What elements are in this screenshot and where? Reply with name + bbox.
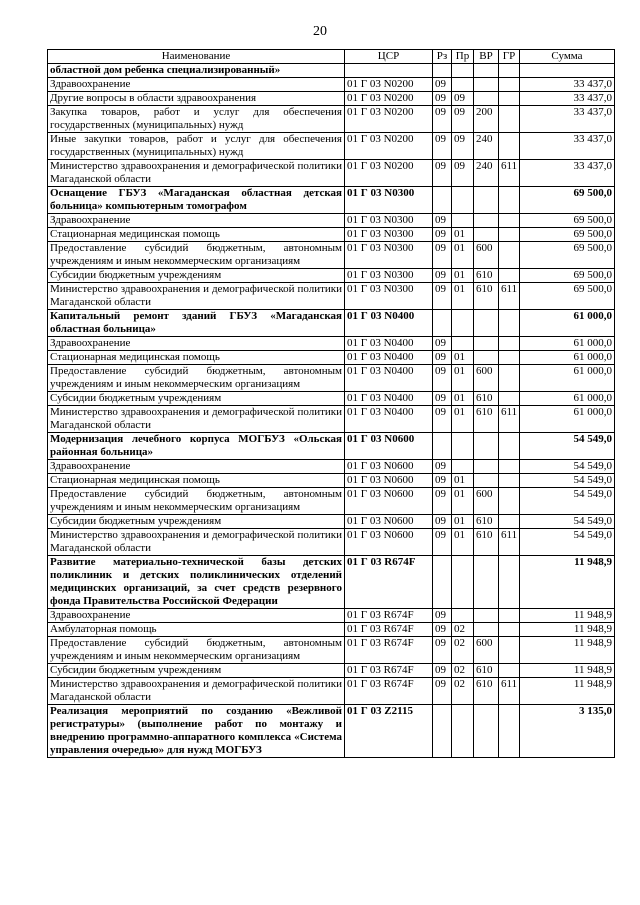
row-sum: 54 549,0 bbox=[520, 460, 615, 474]
row-gr bbox=[499, 310, 520, 337]
row-pr: 01 bbox=[452, 269, 474, 283]
table-row bbox=[48, 228, 615, 242]
row-csr: 01 Г 03 N0600 bbox=[345, 515, 433, 529]
table-row bbox=[48, 214, 615, 228]
row-name: Стационарная медицинская помощь bbox=[48, 474, 345, 488]
row-csr: 01 Г 03 N0300 bbox=[345, 269, 433, 283]
row-gr bbox=[499, 133, 520, 160]
row-pr: 01 bbox=[452, 488, 474, 515]
row-gr bbox=[499, 106, 520, 133]
row-gr bbox=[499, 609, 520, 623]
row-csr: 01 Г 03 N0400 bbox=[345, 406, 433, 433]
row-name: Субсидии бюджетным учреждениям bbox=[48, 392, 345, 406]
row-pr: 09 bbox=[452, 106, 474, 133]
row-name: Стационарная медицинская помощь bbox=[48, 351, 345, 365]
row-sum: 33 437,0 bbox=[520, 106, 615, 133]
row-sum: 69 500,0 bbox=[520, 214, 615, 228]
row-sum: 33 437,0 bbox=[520, 160, 615, 187]
row-gr bbox=[499, 337, 520, 351]
table-row bbox=[48, 365, 615, 392]
table-row bbox=[48, 106, 615, 133]
row-rz bbox=[433, 64, 452, 78]
row-gr bbox=[499, 488, 520, 515]
row-sum: 61 000,0 bbox=[520, 337, 615, 351]
row-gr: 611 bbox=[499, 406, 520, 433]
row-vr: 610 bbox=[474, 664, 499, 678]
table-row bbox=[48, 406, 615, 433]
table-row bbox=[48, 474, 615, 488]
row-gr: 611 bbox=[499, 160, 520, 187]
row-name: Иные закупки товаров, работ и услуг для обеспечения государственных (муниципальных) нужд bbox=[48, 133, 345, 160]
row-rz: 09 bbox=[433, 78, 452, 92]
row-pr: 09 bbox=[452, 160, 474, 187]
header-csr: ЦСР bbox=[345, 50, 433, 64]
row-pr bbox=[452, 556, 474, 609]
row-vr: 610 bbox=[474, 392, 499, 406]
table-row bbox=[48, 242, 615, 269]
table-row-section bbox=[48, 433, 615, 460]
row-pr: 01 bbox=[452, 515, 474, 529]
row-csr: 01 Г 03 N0400 bbox=[345, 310, 433, 337]
row-vr: 610 bbox=[474, 529, 499, 556]
row-sum: 33 437,0 bbox=[520, 133, 615, 160]
row-csr: 01 Г 03 N0600 bbox=[345, 529, 433, 556]
row-pr bbox=[452, 187, 474, 214]
row-pr bbox=[452, 78, 474, 92]
budget-table bbox=[47, 49, 615, 758]
row-vr: 610 bbox=[474, 269, 499, 283]
row-name: Субсидии бюджетным учреждениям bbox=[48, 664, 345, 678]
table-row-section bbox=[48, 310, 615, 337]
row-rz: 09 bbox=[433, 337, 452, 351]
row-gr bbox=[499, 214, 520, 228]
row-pr bbox=[452, 310, 474, 337]
row-gr bbox=[499, 78, 520, 92]
row-gr bbox=[499, 187, 520, 214]
row-sum: 69 500,0 bbox=[520, 187, 615, 214]
row-rz: 09 bbox=[433, 283, 452, 310]
row-name: Оснащение ГБУЗ «Магаданская областная детская больница» компьютерным томографом bbox=[48, 187, 345, 214]
table-row bbox=[48, 515, 615, 529]
row-name: Другие вопросы в области здравоохранения bbox=[48, 92, 345, 106]
row-vr bbox=[474, 187, 499, 214]
table-body bbox=[48, 64, 615, 758]
row-gr bbox=[499, 664, 520, 678]
row-vr bbox=[474, 337, 499, 351]
page-number: 20 bbox=[313, 24, 327, 39]
row-gr: 611 bbox=[499, 678, 520, 705]
row-vr: 200 bbox=[474, 106, 499, 133]
row-sum: 54 549,0 bbox=[520, 488, 615, 515]
row-sum: 11 948,9 bbox=[520, 609, 615, 623]
table-row-section bbox=[48, 64, 615, 78]
row-vr bbox=[474, 433, 499, 460]
row-name: Министерство здравоохранения и демографической политики Магаданской области bbox=[48, 283, 345, 310]
row-vr: 600 bbox=[474, 242, 499, 269]
row-name: Модернизация лечебного корпуса МОГБУЗ «Ольская районная больница» bbox=[48, 433, 345, 460]
row-rz: 09 bbox=[433, 92, 452, 106]
row-name: Закупка товаров, работ и услуг для обеспечения государственных (муниципальных) нужд bbox=[48, 106, 345, 133]
row-pr: 02 bbox=[452, 623, 474, 637]
row-csr bbox=[345, 64, 433, 78]
row-sum: 3 135,0 bbox=[520, 705, 615, 758]
row-csr: 01 Г 03 N0600 bbox=[345, 460, 433, 474]
row-pr bbox=[452, 609, 474, 623]
table-row bbox=[48, 78, 615, 92]
row-name: Субсидии бюджетным учреждениям bbox=[48, 515, 345, 529]
row-gr: 611 bbox=[499, 529, 520, 556]
table-row-section bbox=[48, 187, 615, 214]
row-vr bbox=[474, 460, 499, 474]
row-gr bbox=[499, 392, 520, 406]
row-vr: 610 bbox=[474, 678, 499, 705]
row-rz: 09 bbox=[433, 106, 452, 133]
row-sum: 61 000,0 bbox=[520, 351, 615, 365]
row-pr bbox=[452, 214, 474, 228]
row-rz: 09 bbox=[433, 269, 452, 283]
row-name: Реализация мероприятий по созданию «Вежливой регистратуры» (выполнение работ по монтажу и внедрению программно-аппаратного комплекса «Система управления очередью» для нужд МОГБУЗ bbox=[48, 705, 345, 758]
table-row bbox=[48, 133, 615, 160]
row-name: Предоставление субсидий бюджетным, автономным учреждениям и иным некоммерческим организациям bbox=[48, 637, 345, 664]
row-gr bbox=[499, 64, 520, 78]
row-pr bbox=[452, 337, 474, 351]
row-sum: 69 500,0 bbox=[520, 269, 615, 283]
row-pr: 01 bbox=[452, 365, 474, 392]
row-sum: 61 000,0 bbox=[520, 365, 615, 392]
row-csr: 01 Г 03 N0200 bbox=[345, 92, 433, 106]
row-rz: 09 bbox=[433, 351, 452, 365]
row-sum: 11 948,9 bbox=[520, 678, 615, 705]
row-rz: 09 bbox=[433, 637, 452, 664]
table-row bbox=[48, 283, 615, 310]
row-sum: 61 000,0 bbox=[520, 392, 615, 406]
row-csr: 01 Г 03 N0300 bbox=[345, 228, 433, 242]
row-vr bbox=[474, 623, 499, 637]
row-vr bbox=[474, 474, 499, 488]
row-rz bbox=[433, 310, 452, 337]
row-csr: 01 Г 03 N0600 bbox=[345, 433, 433, 460]
row-vr: 600 bbox=[474, 488, 499, 515]
table-row bbox=[48, 160, 615, 187]
row-pr: 01 bbox=[452, 228, 474, 242]
row-rz bbox=[433, 705, 452, 758]
row-vr: 610 bbox=[474, 406, 499, 433]
table-row bbox=[48, 664, 615, 678]
row-rz: 09 bbox=[433, 529, 452, 556]
row-name: Министерство здравоохранения и демографической политики Магаданской области bbox=[48, 529, 345, 556]
row-vr bbox=[474, 214, 499, 228]
row-csr: 01 Г 03 R674F bbox=[345, 678, 433, 705]
row-vr bbox=[474, 310, 499, 337]
row-vr: 600 bbox=[474, 365, 499, 392]
header-gr: ГР bbox=[499, 50, 520, 64]
row-pr: 09 bbox=[452, 133, 474, 160]
row-name: Здравоохранение bbox=[48, 460, 345, 474]
row-csr: 01 Г 03 N0600 bbox=[345, 474, 433, 488]
row-csr: 01 Г 03 N0300 bbox=[345, 283, 433, 310]
table-row-section bbox=[48, 705, 615, 758]
row-sum: 69 500,0 bbox=[520, 228, 615, 242]
row-rz: 09 bbox=[433, 214, 452, 228]
row-csr: 01 Г 03 N0400 bbox=[345, 351, 433, 365]
row-rz bbox=[433, 187, 452, 214]
row-vr bbox=[474, 78, 499, 92]
row-csr: 01 Г 03 N0300 bbox=[345, 242, 433, 269]
row-pr bbox=[452, 433, 474, 460]
row-sum: 33 437,0 bbox=[520, 92, 615, 106]
row-sum: 69 500,0 bbox=[520, 242, 615, 269]
table-row bbox=[48, 351, 615, 365]
row-name: Капитальный ремонт зданий ГБУЗ «Магаданская областная больница» bbox=[48, 310, 345, 337]
row-gr bbox=[499, 242, 520, 269]
table-row bbox=[48, 678, 615, 705]
row-gr bbox=[499, 269, 520, 283]
row-sum: 11 948,9 bbox=[520, 637, 615, 664]
row-gr bbox=[499, 351, 520, 365]
table-row bbox=[48, 529, 615, 556]
row-pr bbox=[452, 460, 474, 474]
table-row bbox=[48, 623, 615, 637]
row-sum: 61 000,0 bbox=[520, 310, 615, 337]
row-pr: 01 bbox=[452, 283, 474, 310]
row-sum: 61 000,0 bbox=[520, 406, 615, 433]
row-name: Предоставление субсидий бюджетным, автономным учреждениям и иным некоммерческим организациям bbox=[48, 242, 345, 269]
row-csr: 01 Г 03 N0400 bbox=[345, 365, 433, 392]
row-gr bbox=[499, 474, 520, 488]
row-name: Министерство здравоохранения и демографической политики Магаданской области bbox=[48, 160, 345, 187]
row-csr: 01 Г 03 N0400 bbox=[345, 337, 433, 351]
table-row bbox=[48, 609, 615, 623]
row-csr: 01 Г 03 N0400 bbox=[345, 392, 433, 406]
row-rz: 09 bbox=[433, 678, 452, 705]
row-pr: 01 bbox=[452, 529, 474, 556]
row-pr: 02 bbox=[452, 678, 474, 705]
row-gr bbox=[499, 460, 520, 474]
row-rz: 09 bbox=[433, 392, 452, 406]
row-pr: 01 bbox=[452, 392, 474, 406]
row-vr: 610 bbox=[474, 283, 499, 310]
header-pr: Пр bbox=[452, 50, 474, 64]
row-name: Стационарная медицинская помощь bbox=[48, 228, 345, 242]
row-csr: 01 Г 03 R674F bbox=[345, 637, 433, 664]
row-vr bbox=[474, 705, 499, 758]
table-row-section bbox=[48, 556, 615, 609]
row-sum: 54 549,0 bbox=[520, 529, 615, 556]
row-csr: 01 Г 03 R674F bbox=[345, 609, 433, 623]
row-sum: 54 549,0 bbox=[520, 474, 615, 488]
row-rz: 09 bbox=[433, 160, 452, 187]
row-rz: 09 bbox=[433, 664, 452, 678]
row-name: Субсидии бюджетным учреждениям bbox=[48, 269, 345, 283]
header-vr: ВР bbox=[474, 50, 499, 64]
row-gr bbox=[499, 515, 520, 529]
row-vr: 600 bbox=[474, 637, 499, 664]
row-pr: 01 bbox=[452, 406, 474, 433]
row-vr bbox=[474, 92, 499, 106]
row-csr: 01 Г 03 R674F bbox=[345, 556, 433, 609]
table-row bbox=[48, 92, 615, 106]
row-rz: 09 bbox=[433, 406, 452, 433]
row-sum: 33 437,0 bbox=[520, 78, 615, 92]
row-pr: 01 bbox=[452, 474, 474, 488]
table-row bbox=[48, 392, 615, 406]
row-csr: 01 Г 03 N0200 bbox=[345, 160, 433, 187]
table-row bbox=[48, 337, 615, 351]
row-name: Здравоохранение bbox=[48, 337, 345, 351]
row-gr bbox=[499, 92, 520, 106]
row-gr bbox=[499, 556, 520, 609]
row-sum: 11 948,9 bbox=[520, 556, 615, 609]
row-rz bbox=[433, 556, 452, 609]
row-gr bbox=[499, 365, 520, 392]
row-gr bbox=[499, 623, 520, 637]
row-rz: 09 bbox=[433, 228, 452, 242]
row-rz: 09 bbox=[433, 609, 452, 623]
row-sum: 69 500,0 bbox=[520, 283, 615, 310]
row-sum: 54 549,0 bbox=[520, 433, 615, 460]
row-rz: 09 bbox=[433, 515, 452, 529]
row-csr: 01 Г 03 N0200 bbox=[345, 133, 433, 160]
row-pr: 02 bbox=[452, 664, 474, 678]
row-sum: 54 549,0 bbox=[520, 515, 615, 529]
row-rz: 09 bbox=[433, 488, 452, 515]
table-row bbox=[48, 269, 615, 283]
table-row bbox=[48, 460, 615, 474]
row-vr bbox=[474, 351, 499, 365]
row-vr: 240 bbox=[474, 160, 499, 187]
row-vr: 610 bbox=[474, 515, 499, 529]
row-name: Развитие материально-технической базы детских поликлиник и детских поликлинических отделений медицинских организаций, за счет средств резервного фонда Правительства Российской Федерации bbox=[48, 556, 345, 609]
row-vr bbox=[474, 228, 499, 242]
row-gr bbox=[499, 705, 520, 758]
row-sum: 11 948,9 bbox=[520, 664, 615, 678]
row-name: Министерство здравоохранения и демографической политики Магаданской области bbox=[48, 406, 345, 433]
row-gr bbox=[499, 637, 520, 664]
row-csr: 01 Г 03 R674F bbox=[345, 623, 433, 637]
row-name: Министерство здравоохранения и демографической политики Магаданской области bbox=[48, 678, 345, 705]
header-rz: Рз bbox=[433, 50, 452, 64]
row-csr: 01 Г 03 N0600 bbox=[345, 488, 433, 515]
row-name: Предоставление субсидий бюджетным, автономным учреждениям и иным некоммерческим организациям bbox=[48, 365, 345, 392]
row-gr: 611 bbox=[499, 283, 520, 310]
row-sum bbox=[520, 64, 615, 78]
row-vr bbox=[474, 556, 499, 609]
row-csr: 01 Г 03 N0300 bbox=[345, 187, 433, 214]
row-name: Предоставление субсидий бюджетным, автономным учреждениям и иным некоммерческим организациям bbox=[48, 488, 345, 515]
row-name: Здравоохранение bbox=[48, 78, 345, 92]
row-name: областной дом ребенка специализированный» bbox=[48, 64, 345, 78]
row-vr bbox=[474, 64, 499, 78]
header-sum: Сумма bbox=[520, 50, 615, 64]
row-sum: 11 948,9 bbox=[520, 623, 615, 637]
row-rz bbox=[433, 433, 452, 460]
table-header-row bbox=[48, 50, 615, 64]
row-vr bbox=[474, 609, 499, 623]
row-csr: 01 Г 03 N0200 bbox=[345, 78, 433, 92]
row-rz: 09 bbox=[433, 623, 452, 637]
row-pr bbox=[452, 64, 474, 78]
header-name: Наименование bbox=[48, 50, 345, 64]
row-name: Здравоохранение bbox=[48, 609, 345, 623]
row-csr: 01 Г 03 N0300 bbox=[345, 214, 433, 228]
row-rz: 09 bbox=[433, 365, 452, 392]
row-rz: 09 bbox=[433, 242, 452, 269]
row-pr: 09 bbox=[452, 92, 474, 106]
row-rz: 09 bbox=[433, 133, 452, 160]
row-pr bbox=[452, 705, 474, 758]
table-row bbox=[48, 637, 615, 664]
row-pr: 01 bbox=[452, 351, 474, 365]
row-gr bbox=[499, 228, 520, 242]
row-gr bbox=[499, 433, 520, 460]
row-rz: 09 bbox=[433, 460, 452, 474]
row-csr: 01 Г 03 R674F bbox=[345, 664, 433, 678]
row-csr: 01 Г 03 Z2115 bbox=[345, 705, 433, 758]
row-name: Амбулаторная помощь bbox=[48, 623, 345, 637]
row-rz: 09 bbox=[433, 474, 452, 488]
row-name: Здравоохранение bbox=[48, 214, 345, 228]
row-pr: 01 bbox=[452, 242, 474, 269]
row-csr: 01 Г 03 N0200 bbox=[345, 106, 433, 133]
table-row bbox=[48, 488, 615, 515]
row-pr: 02 bbox=[452, 637, 474, 664]
row-vr: 240 bbox=[474, 133, 499, 160]
